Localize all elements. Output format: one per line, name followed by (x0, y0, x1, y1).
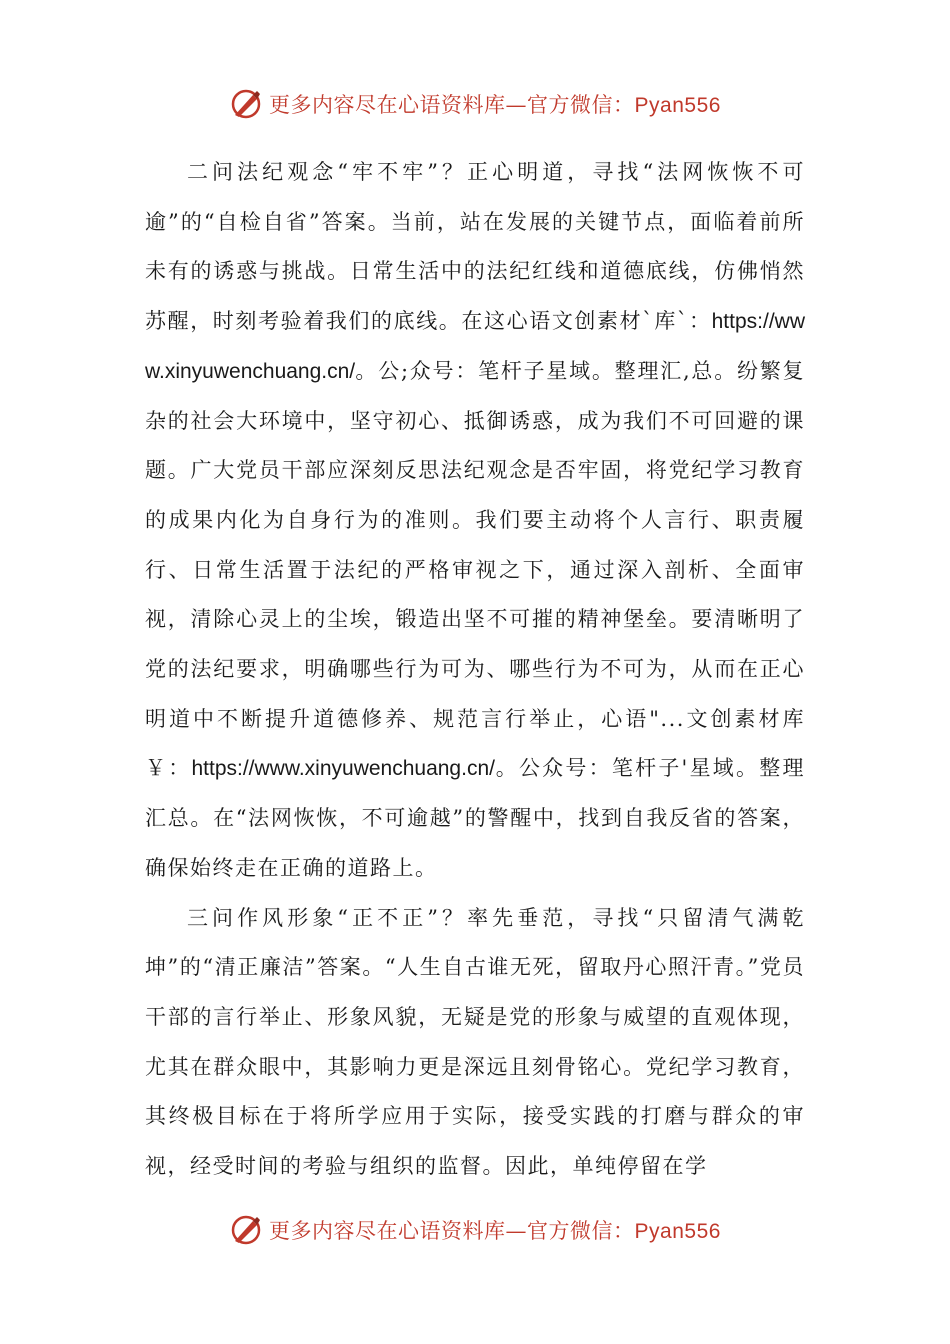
footer-banner (0, 1210, 950, 1250)
wechat-id: Pyan556 (634, 1220, 721, 1243)
banner-text: 更多内容尽在心语资料库—官方微信：Pyan556 (269, 1219, 721, 1243)
header-banner (0, 84, 950, 124)
url-link: https://www.xinyuwenchuang.cn/ (191, 757, 495, 781)
banner-text: 更多内容尽在心语资料库—官方微信：Pyan556 (269, 93, 721, 117)
url-link: https://www.xinyuwenchuang.cn/ (145, 310, 805, 383)
pen-logo-icon (229, 87, 263, 121)
pen-logo-icon (229, 1213, 263, 1247)
wechat-id: Pyan556 (634, 94, 721, 117)
paragraph-3: 三问作风形象“正不正”？率先垂范，寻找“只留清气满乾坤”的“清正廉洁”答案。“人生自古谁无死，留取丹心照汗青。”党员干部的言行举止、形象风貌，无疑是党的形象与威望的直观体现，尤其在群众眼中，其影响力更是深远且刻骨铭心。党纪学习教育，其终极目标在于将所学应用于实际，接受实践的打磨与群众的审视，经受时间的考验与组织的监督。因此，单纯停留在学 (145, 905, 805, 1179)
paragraph-2: 二问法纪观念“牢不牢”？正心明道，寻找“法网恢恢不可逾”的“自检自省”答案。当前，站在发展的关键节点，面临着前所未有的诱惑与挑战。日常生活中的法纪红线和道德底线，仿佛悄然苏醒，时刻考验着我们的底线。在这心语文创素材`库`：https://www.xinyuwenchuang.cn/。公;众号：笔杆子星域。整理汇,总。纷繁复杂的社会大环境中，坚守初心、抵御诱惑，成为我们不可回避的课题。广大党员干部应深刻反思法纪观念是否牢固，将党纪学习教育的成果内化为自身行为的准则。我们要主动将个人言行、职责履行、日常生活置于法纪的严格审视之下，通过深入剖析、全面审视，清除心灵上的尘埃，锻造出坚不可摧的精神堡垒。要清晰明了党的法纪要求，明确哪些行为可为、哪些行为不可为，从而在正心明道中不断提升道德修养、规范言行举止，心语"...文创素材库￥：https://www.xinyuwenchuang.cn/。公众号：笔杆子'星域。整理汇总。在“法网恢恢，不可逾越”的警醒中，找到自我反省的答案，确保始终走在正确的道路上。 (145, 160, 805, 880)
document-body (145, 148, 805, 1192)
